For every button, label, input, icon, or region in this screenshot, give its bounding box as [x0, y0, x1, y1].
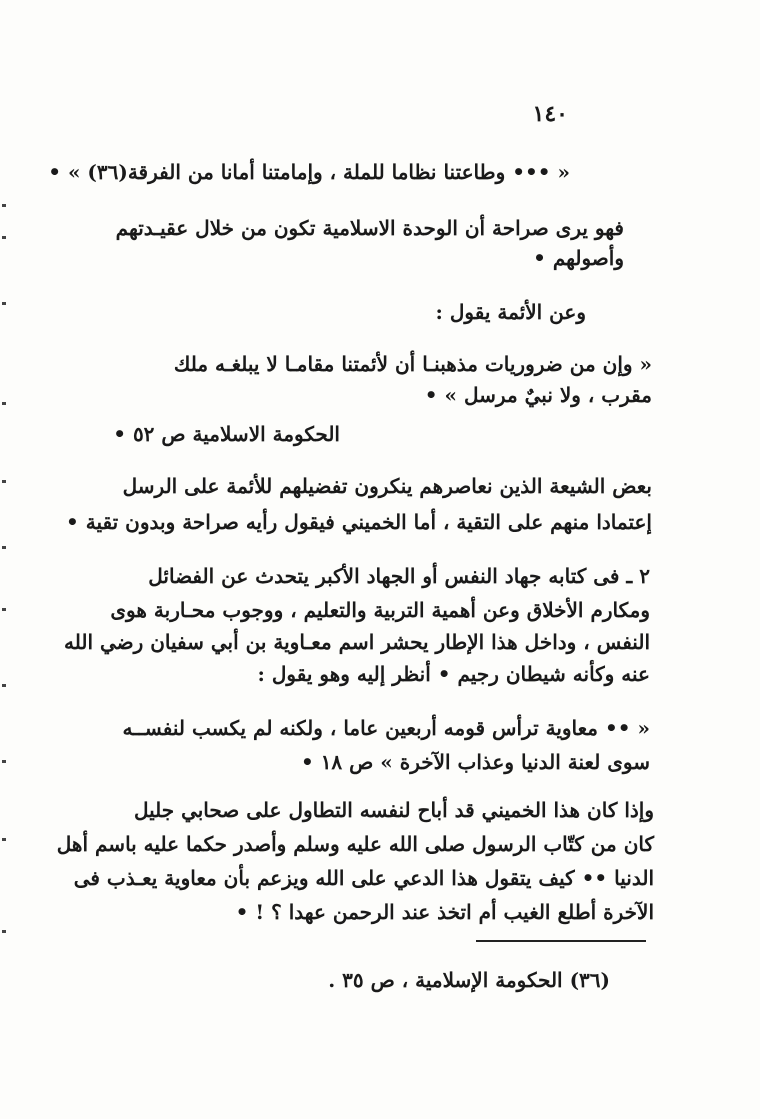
scan-mark [2, 684, 6, 687]
scan-mark [2, 760, 6, 763]
text-line: « ••• وطاعتنا نظاما للملة ، وإمامتنا أمانا من الفرقة(٣٦) » • [48, 160, 570, 184]
text-line: مقرب ، ولا نبيٌ مرسل » • [424, 383, 652, 407]
text-line: فهو يرى صراحة أن الوحدة الاسلامية تكون من خلال عقيـدتهم [115, 216, 624, 240]
text-line: الدنيا •• كيف يتقول هذا الدعي على الله ويزعم بأن معاوية يعـذب فى [73, 866, 654, 890]
text-line: بعض الشيعة الذين نعاصرهم ينكرون تفضيلهم للأئمة على الرسل [122, 474, 652, 498]
text-line: وإذا كان هذا الخميني قد أباح لنفسه التطاول على صحابي جليل [133, 798, 654, 822]
text-line: ٢ ـ فى كتابه جهاد النفس أو الجهاد الأكبر يتحدث عن الفضائل [148, 564, 650, 588]
scan-mark [2, 236, 6, 239]
scan-mark [2, 546, 6, 549]
scan-mark [2, 838, 6, 841]
scan-mark [2, 402, 6, 405]
text-line: الآخرة أطلع الغيب أم اتخذ عند الرحمن عهدا ؟ ! • [235, 900, 654, 924]
scan-mark [2, 204, 6, 207]
text-line: « وإن من ضروريات مذهبنـا أن لأئمتنا مقامـا لا يبلغـه ملك [173, 352, 652, 376]
footnote: (٣٦) الحكومة الإسلامية ، ص ٣٥ . [328, 968, 610, 992]
scan-mark [2, 608, 6, 611]
text-line: سوى لعنة الدنيا وعذاب الآخرة » ص ١٨ • [300, 750, 650, 774]
text-line: وعن الأئمة يقول : [435, 300, 586, 324]
text-line: ومكارم الأخلاق وعن أهمية التربية والتعليم ، ووجوب محـاربة هوى [110, 598, 650, 622]
text-line: إعتمادا منهم على التقية ، أما الخميني فيقول رأيه صراحة وبدون تقية • [66, 510, 652, 534]
text-line: كان من كتّاب الرسول صلى الله عليه وسلم وأصدر حكما عليه باسم أهل [56, 832, 654, 856]
text-line: « •• معاوية ترأس قومه أربعين عاما ، ولكنه لم يكسب لنفســه [122, 716, 650, 740]
page-number: ١٤٠ [532, 101, 568, 127]
text-line: وأصولهم • [533, 246, 624, 270]
text-line: عنه وكأنه شيطان رجيم • أنظر إليه وهو يقول : [257, 662, 650, 686]
scan-mark [2, 930, 6, 933]
scan-mark [2, 480, 6, 483]
citation: الحكومة الاسلامية ص ٥٢ • [113, 422, 340, 446]
scan-mark [2, 302, 6, 305]
footnote-separator [476, 940, 646, 942]
text-line: النفس ، وداخل هذا الإطار يحشر اسم معـاوية بن أبي سفيان رضي الله [64, 630, 650, 654]
